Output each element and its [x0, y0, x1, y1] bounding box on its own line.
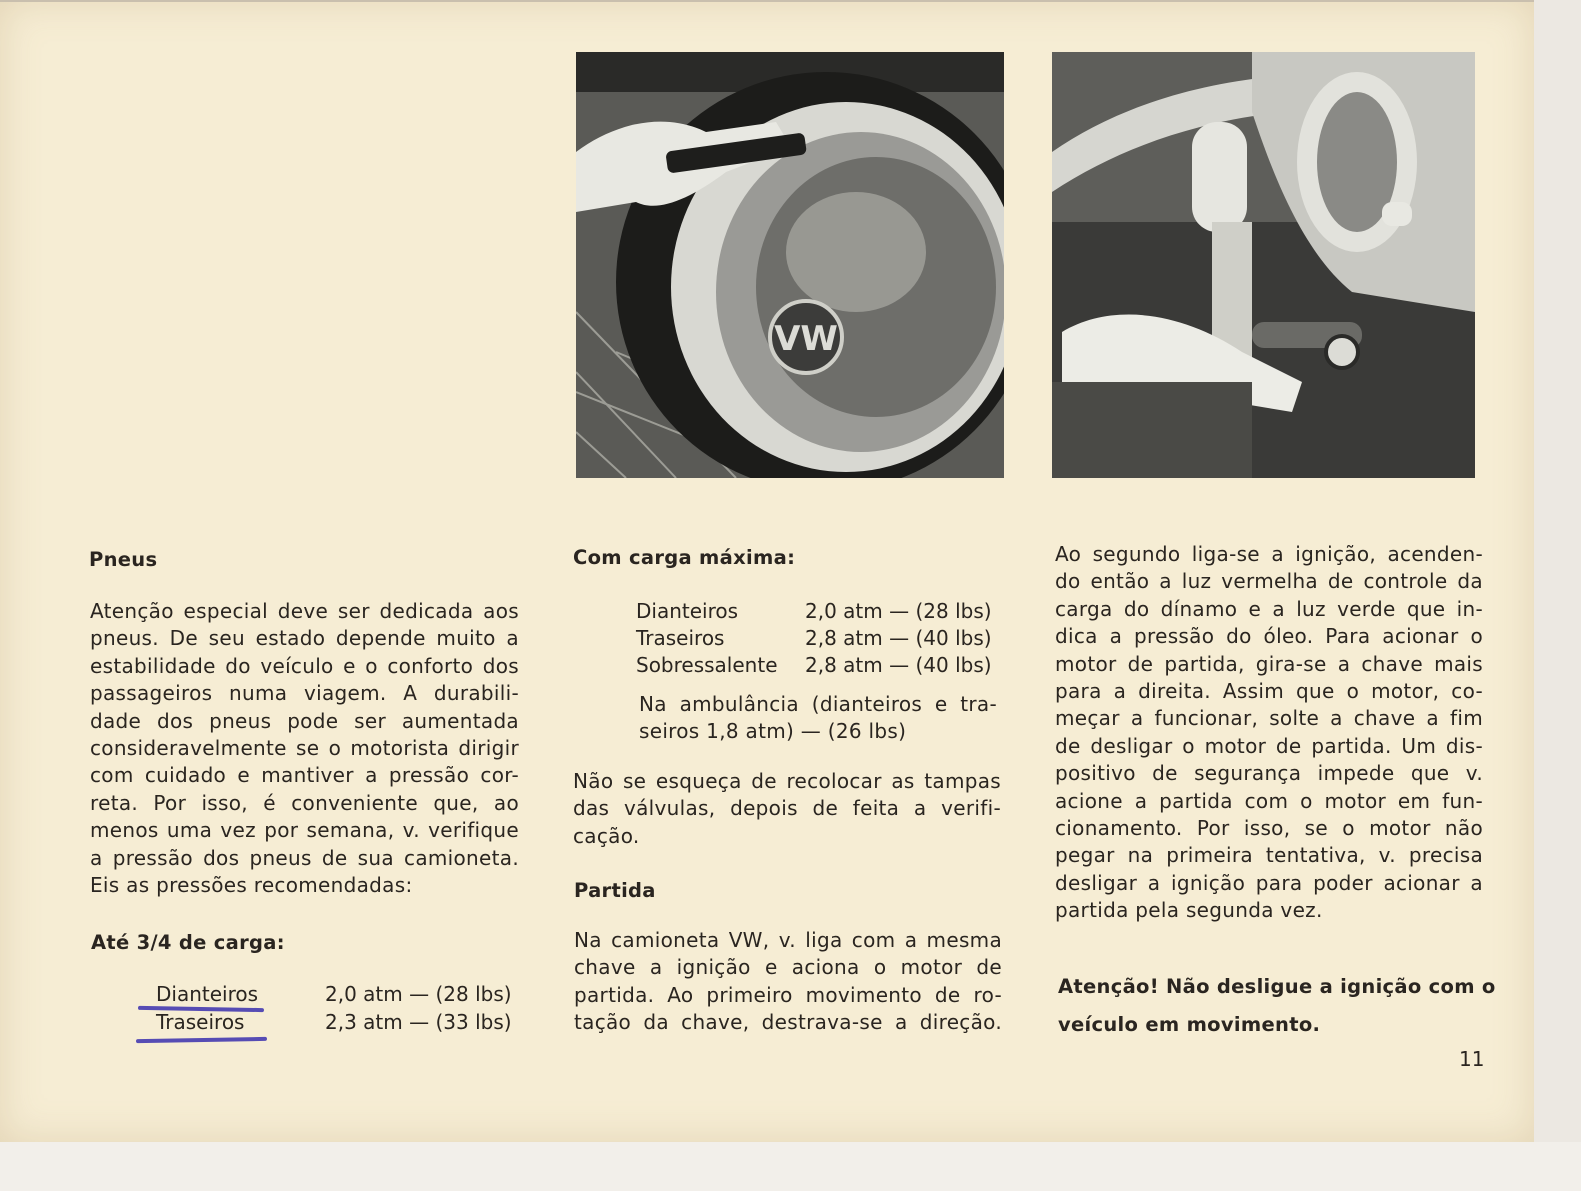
paragraph-line: cionamento. Por isso, se o motor não [1055, 815, 1483, 840]
partida-paragraph [574, 927, 1002, 1037]
pressure-label: Traseiros [636, 626, 725, 650]
pressure-value: 2,8 atm — (40 lbs) [805, 653, 992, 677]
tire-pressure-check-icon [576, 52, 1004, 478]
paragraph-line: meçar a funcionar, solte a chave a fim [1055, 706, 1483, 731]
pressure-label: Dianteiros [636, 599, 739, 623]
ignition-key-icon [1052, 52, 1475, 478]
paragraph-line: pegar na primeira tentativa, v. precisa [1055, 843, 1483, 868]
paragraph-line: do então a luz vermelha de controle da [1055, 569, 1483, 594]
page-number: 11 [1459, 1047, 1485, 1071]
paragraph-line: para a direita. Assim que o motor, co- [1055, 678, 1483, 703]
paragraph-line: dica a pressão do óleo. Para acionar o [1055, 624, 1483, 649]
paragraph-line: Eis as pressões recomendadas: [90, 872, 413, 897]
ignition-warning [1058, 968, 1496, 1044]
paragraph-line: menos uma vez por semana, v. verifique [90, 818, 519, 843]
paragraph-line: partida. Ao primeiro movimento de ro- [574, 982, 1002, 1007]
paragraph-line: Atenção especial deve ser dedicada aos [90, 599, 519, 623]
subheading-three-quarter-load: Até 3/4 de carga: [91, 931, 285, 954]
page-bottom-margin [0, 1142, 1581, 1191]
pressure-label: Sobressalente [636, 653, 778, 677]
valve-note [573, 768, 1001, 850]
paragraph-line: positivo de segurança impede que v. [1055, 761, 1483, 786]
paragraph-line: seiros 1,8 atm) — (26 lbs) [639, 719, 907, 744]
pressure-label-dianteiros: Dianteiros [156, 982, 259, 1006]
pneus-paragraph [90, 598, 519, 899]
paragraph-line: Não se esqueça de recolocar as tampas [573, 769, 1001, 793]
ignition-photo [1052, 52, 1475, 478]
pressure-value-dianteiros: 2,0 atm — (28 lbs) [325, 982, 512, 1006]
paragraph-line: tação da chave, destrava-se a direção. [574, 1010, 1002, 1035]
pressure-value: 2,8 atm — (40 lbs) [805, 626, 992, 650]
paragraph-line: de desligar o motor de partida. Um dis- [1055, 733, 1483, 758]
paragraph-line: Ao segundo liga-se a ignição, acenden- [1055, 542, 1483, 566]
paragraph-line: a pressão dos pneus de sua camioneta. [90, 845, 519, 870]
paragraph-line: dade dos pneus pode ser aumentada [90, 708, 519, 733]
ambulance-note [639, 691, 997, 746]
paragraph-line: partida pela segunda vez. [1055, 898, 1323, 923]
paragraph-line: com cuidado e mantiver a pressão cor- [90, 763, 519, 788]
section-heading-pneus: Pneus [89, 548, 158, 571]
paragraph-line: motor de partida, gira-se a chave mais [1055, 651, 1483, 676]
paragraph-line: chave a ignição e aciona o motor de [574, 955, 1002, 980]
tire-pressure-photo [576, 52, 1004, 478]
paragraph-line: Na camioneta VW, v. liga com a mesma [574, 928, 1002, 952]
paragraph-line: passageiros numa viagem. A durabili- [90, 681, 519, 706]
warning-line: Atenção! Não desligue a ignição com o [1058, 975, 1496, 998]
section-heading-max-load: Com carga máxima: [573, 546, 796, 569]
paragraph-line: Na ambulância (dianteiros e tra- [639, 692, 997, 716]
section-heading-partida: Partida [574, 879, 656, 902]
warning-line: veículo em movimento. [1058, 1013, 1321, 1036]
paragraph-line: reta. Por isso, é conveniente que, ao [90, 790, 519, 815]
paragraph-line: estabilidade do veículo e o conforto dos [90, 653, 519, 678]
paragraph-line: consideravelmente se o motorista dirigir [90, 735, 519, 760]
ignition-paragraph [1055, 541, 1483, 924]
paragraph-line: das válvulas, depois de feita a verifi- [573, 796, 1001, 821]
paragraph-line: carga do dínamo e a luz verde que in- [1055, 596, 1483, 621]
pressure-value: 2,0 atm — (28 lbs) [805, 599, 992, 623]
pressure-label-traseiros: Traseiros [156, 1010, 245, 1034]
paragraph-line: desligar a ignição para poder acionar a [1055, 870, 1483, 895]
paragraph-line: pneus. De seu estado depende muito a [90, 626, 519, 651]
svg-text:VW: VW [774, 319, 838, 359]
page-right-margin [1534, 0, 1581, 1142]
pressure-value-traseiros: 2,3 atm — (33 lbs) [325, 1010, 512, 1034]
page-top-edge [0, 0, 1534, 2]
paragraph-line: acione a partida com o motor em fun- [1055, 788, 1483, 813]
paragraph-line: cação. [573, 823, 640, 848]
